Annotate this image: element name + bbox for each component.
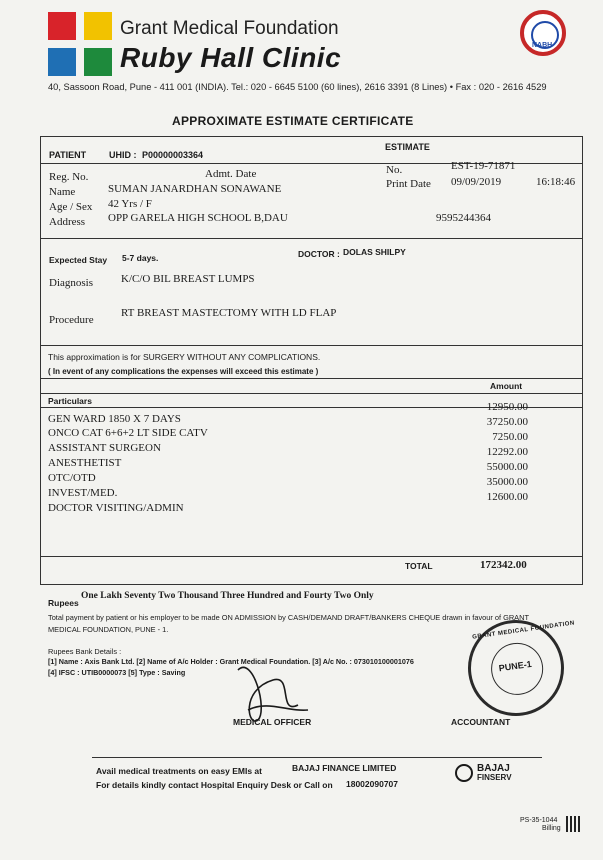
bank-details-line-2: [4] IFSC : UTIB0000073 [5] Type : Saving [48, 668, 186, 677]
procedure-value: RT BREAST MASTECTOMY WITH LD FLAP [121, 307, 337, 319]
patient-address: OPP GARELA HIGH SCHOOL B,DAU [108, 212, 288, 224]
complication-note: ( In event of any complications the expenses will exceed this estimate ) [48, 367, 319, 376]
accountant-label: ACCOUNTANT [451, 717, 511, 727]
bajaj-logo-icon [455, 764, 473, 782]
foundation-stamp [462, 614, 576, 722]
bank-details-title: Rupees Bank Details : [48, 647, 122, 656]
procedure-label: Procedure [49, 314, 94, 326]
patient-name: SUMAN JANARDHAN SONAWANE [108, 183, 282, 195]
doctor-name: DOLAS SHILPY [343, 247, 406, 257]
patient-section-line [40, 238, 583, 239]
logo-yellow-block [84, 12, 112, 40]
medical-officer-label: MEDICAL OFFICER [233, 717, 312, 727]
line-item: INVEST/MED. [48, 487, 118, 499]
line-item: ONCO CAT 6+6+2 LT SIDE CATV [48, 427, 208, 439]
reg-no-label: Reg. No. [49, 171, 89, 183]
expected-stay-label: Expected Stay [49, 255, 108, 265]
clinic-name: Ruby Hall Clinic [120, 42, 342, 73]
total-line [40, 556, 583, 557]
line-item-amount: 12600.00 [486, 491, 528, 503]
print-date-label: Print Date [386, 178, 431, 190]
org-name: Grant Medical Foundation [120, 18, 339, 39]
total-label: TOTAL [405, 561, 433, 571]
notes-line [40, 378, 583, 379]
bank-details-line-1: [1] Name : Axis Bank Ltd. [2] Name of A/c Holder : Grant Medical Foundation. [3] A/c No. : 073010100001076 [48, 657, 414, 666]
print-date: 09/09/2019 [451, 176, 502, 188]
hospital-logo [48, 12, 114, 78]
age-sex-label: Age / Sex [49, 201, 93, 213]
patient-label: PATIENT [49, 150, 87, 160]
bajaj-logo-line-1: BAJAJ [477, 763, 510, 774]
logo-green-block [84, 48, 112, 76]
form-code: PS-35-1044 [520, 817, 558, 824]
contact-line: For details kindly contact Hospital Enquiry Desk or Call on [96, 780, 333, 790]
diagnosis-label: Diagnosis [49, 277, 93, 289]
amount-header-line [40, 393, 583, 394]
procedure-section-line [40, 345, 583, 346]
amount-in-words: One Lakh Seventy Two Thousand Three Hundred and Fourty Two Only [81, 591, 374, 601]
admt-date-label: Admt. Date [205, 168, 257, 180]
line-item-amount: 12292.00 [486, 446, 528, 458]
line-item-amount: 55000.00 [486, 461, 528, 473]
logo-blue-block [48, 48, 76, 76]
bajaj-logo-line-2: FINSERV [477, 773, 512, 782]
bajaj-finance-name: BAJAJ FINANCE LIMITED [292, 763, 397, 773]
line-item-amount: 12950.00 [486, 401, 528, 413]
approx-note: This approximation is for SURGERY WITHOUT ANY COMPLICATIONS. [48, 352, 321, 362]
payment-line-1: Total payment by patient or his employer to be made ON ADMISSION by CASH/DEMAND DRAFT/BANKERS CHEQUE drawn in favour of GRANT [48, 613, 529, 622]
nabh-text: NABH [532, 42, 553, 49]
print-time: 16:18:46 [536, 176, 576, 188]
estimate-label: ESTIMATE [385, 142, 430, 152]
diagnosis-value: K/C/O BIL BREAST LUMPS [121, 273, 255, 285]
line-item: ANESTHETIST [48, 457, 122, 469]
amount-header: Amount [490, 381, 523, 391]
doctor-label: DOCTOR : [298, 249, 340, 259]
nabh-badge [520, 10, 566, 56]
age-sex-value: 42 Yrs / F [108, 198, 152, 210]
uhid-value: P00000003364 [142, 150, 204, 160]
line-item: DOCTOR VISITING/ADMIN [48, 502, 184, 514]
line-item-amount: 37250.00 [486, 416, 528, 428]
logo-cross-v [76, 12, 84, 78]
certificate-title: APPROXIMATE ESTIMATE CERTIFICATE [172, 114, 414, 128]
line-item-amount: 35000.00 [486, 476, 528, 488]
hospital-address: 40, Sassoon Road, Pune - 411 001 (INDIA). Tel.: 020 - 6645 5100 (60 lines), 2616 3391 (8 Lines) • Fax : 020 - 2616 4529 [48, 82, 547, 92]
emi-line: Avail medical treatments on easy EMIs at [96, 766, 262, 776]
line-item-amount: 7250.00 [492, 431, 528, 443]
uhid-label: UHID : [109, 150, 137, 160]
no-label: No. [386, 164, 403, 176]
payment-line-2: MEDICAL FOUNDATION, PUNE - 1. [48, 625, 169, 634]
qr-code-icon [566, 816, 580, 832]
line-item: ASSISTANT SURGEON [48, 442, 161, 454]
line-item: GEN WARD 1850 X 7 DAYS [48, 413, 181, 425]
estimate-number: EST-19-71871 [451, 160, 516, 172]
address-label: Address [49, 216, 86, 228]
contact-phone: 18002090707 [346, 779, 399, 789]
total-amount: 172342.00 [480, 559, 527, 571]
stamp-text: GRANT MEDICAL FOUNDATION [471, 620, 576, 641]
particulars-header: Particulars [48, 396, 92, 406]
rupees-label: Rupees [48, 598, 79, 608]
logo-red-block [48, 12, 76, 40]
stamp-city: PUNE-1 [498, 658, 533, 674]
patient-phone: 9595244364 [436, 212, 491, 224]
billing-dept: Billing [542, 825, 561, 832]
expected-stay-value: 5-7 days. [122, 253, 159, 263]
line-item: OTC/OTD [48, 472, 96, 484]
footer-line [92, 757, 542, 758]
name-label: Name [49, 186, 76, 198]
